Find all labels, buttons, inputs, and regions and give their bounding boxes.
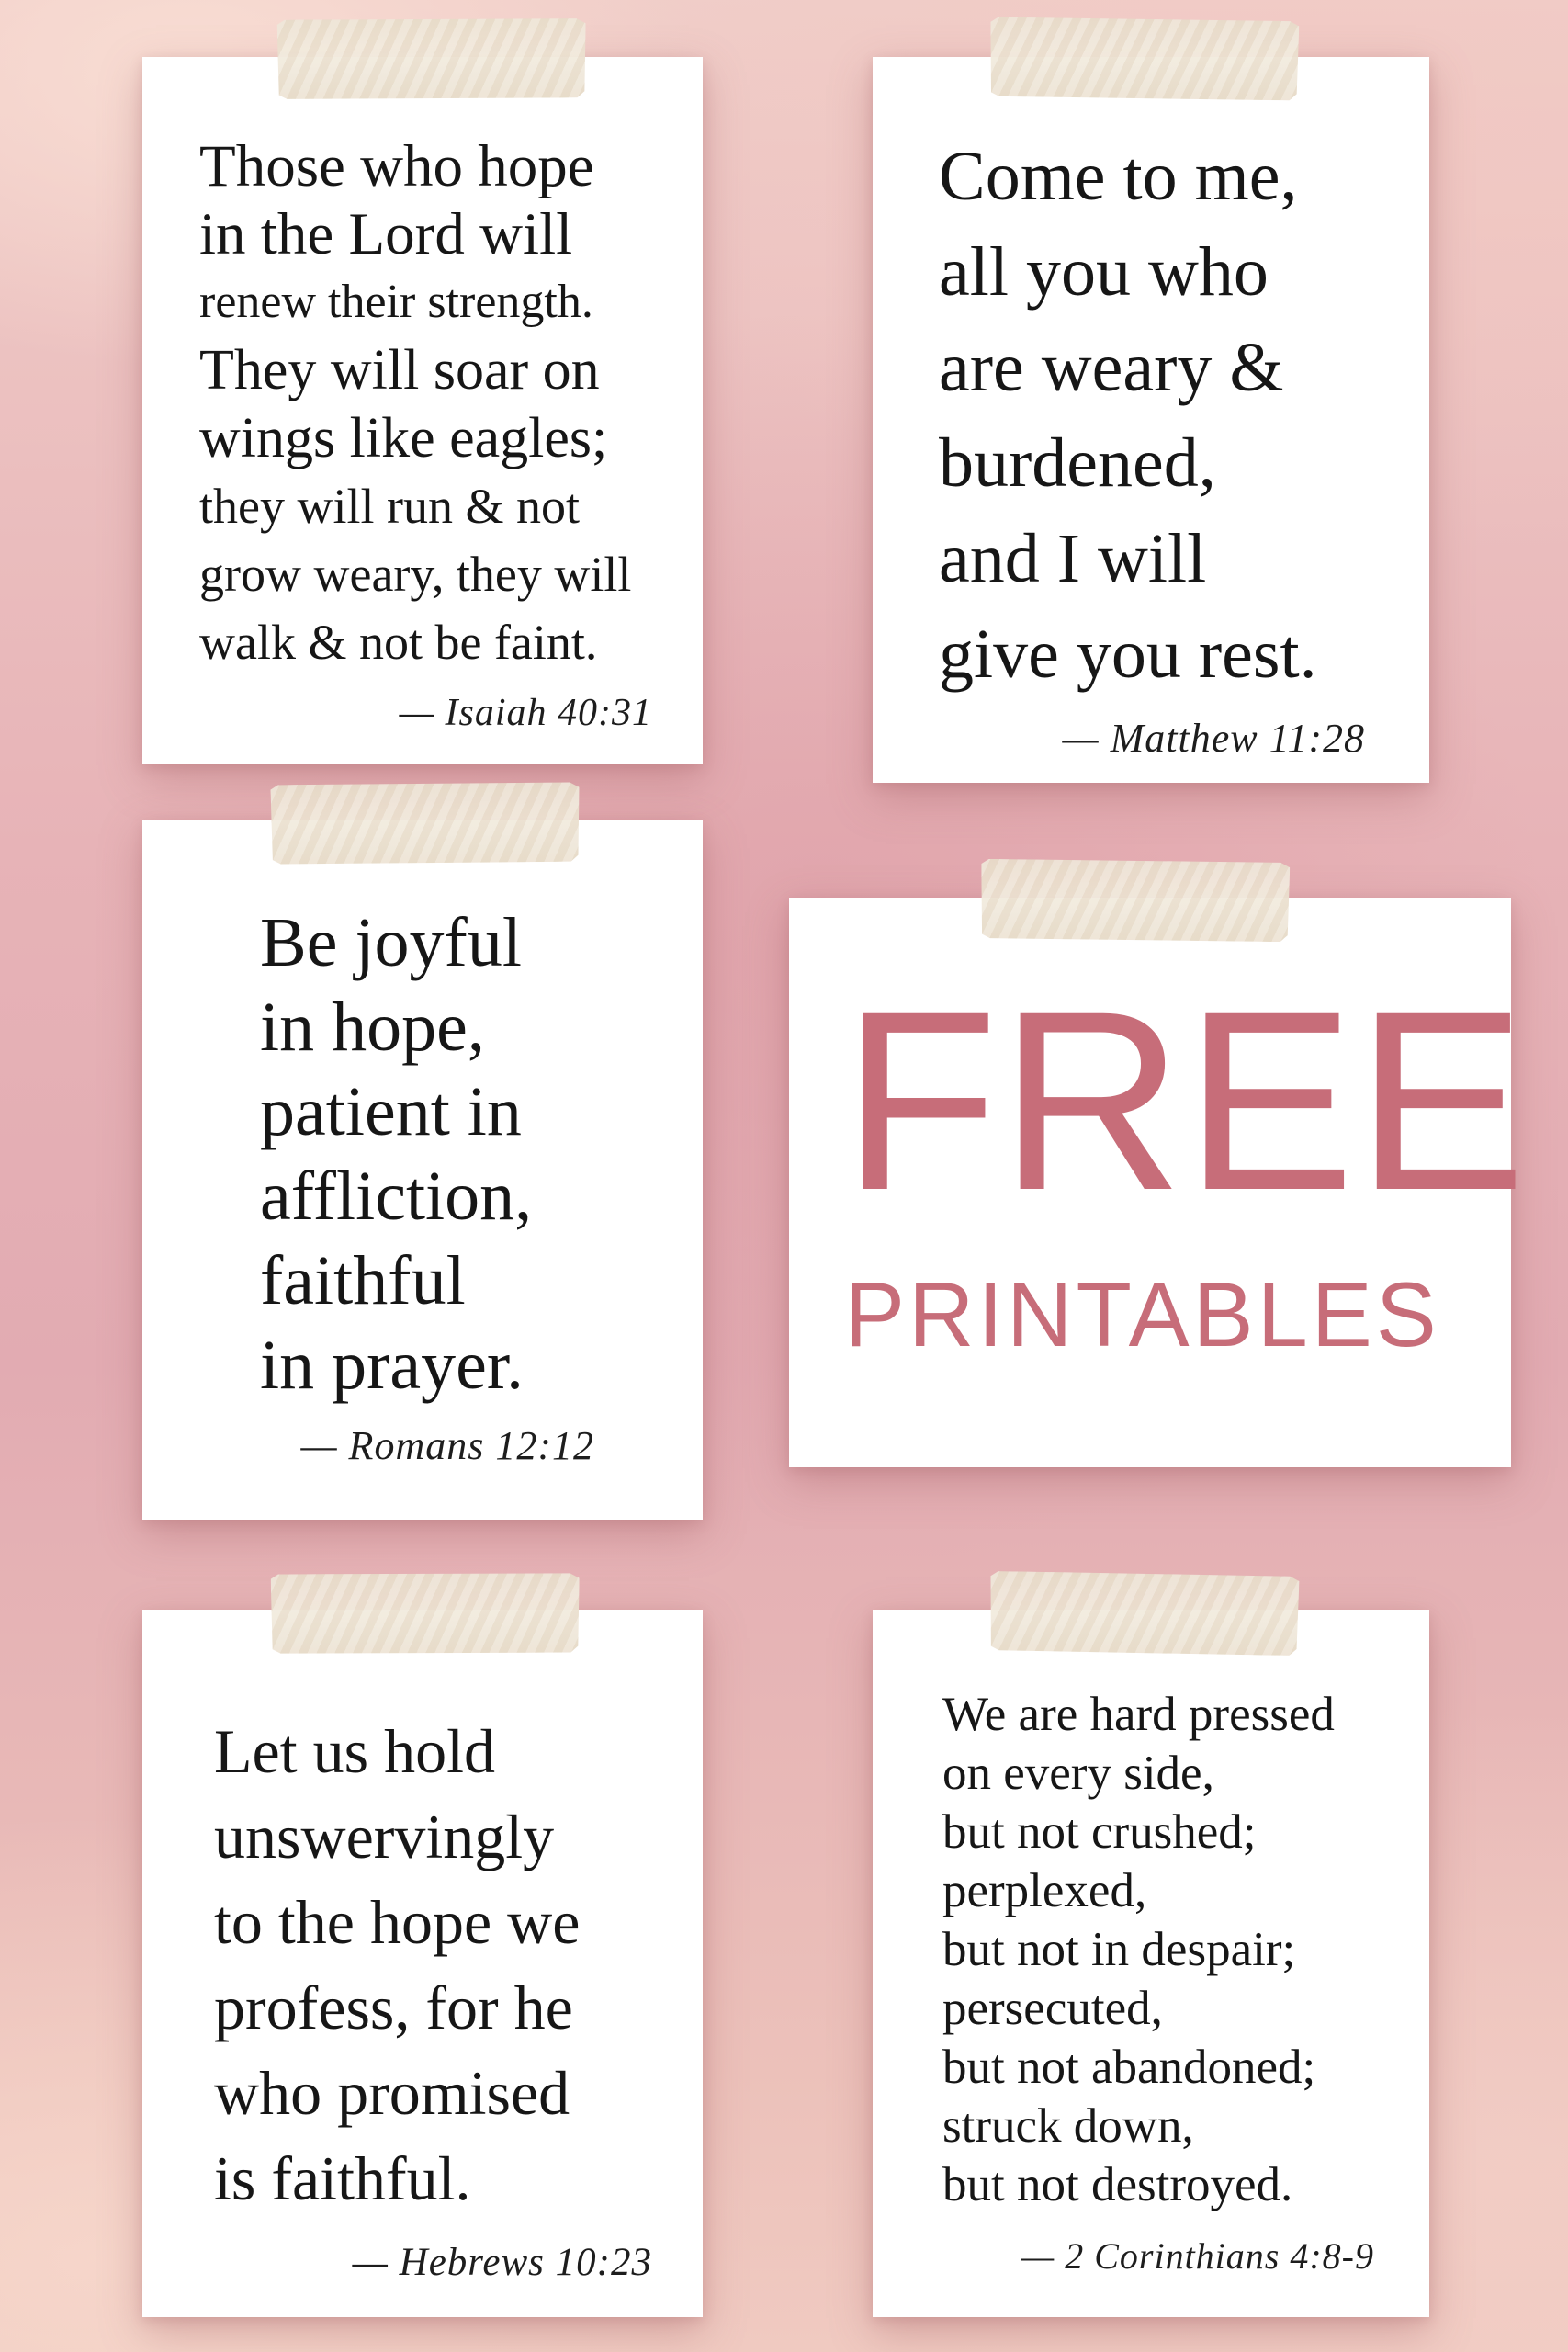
verse-line: faithful (260, 1242, 466, 1319)
verse-card-hebrews (142, 1610, 703, 2317)
free-subtitle: PRINTABLES (844, 1263, 1440, 1365)
verse-line: wings like eagles; (199, 407, 608, 469)
verse-line: on every side, (942, 1747, 1214, 1800)
verse-line: are weary & (939, 329, 1284, 406)
washi-tape-icon (981, 859, 1291, 942)
verse-line: Be joyful (260, 904, 522, 981)
verse-line: but not abandoned; (942, 2041, 1316, 2094)
verse-line: is faithful. (214, 2143, 471, 2213)
verse-line: to the hope we (214, 1887, 581, 1957)
washi-tape-icon (990, 17, 1300, 101)
washi-tape-icon (277, 17, 587, 101)
verse-line: We are hard pressed (942, 1688, 1335, 1741)
free-title: FREE (842, 957, 1528, 1243)
verse-text-matthew (873, 57, 1429, 702)
verse-line: but not crushed; (942, 1805, 1257, 1859)
verse-card-matthew (873, 57, 1429, 783)
verse-attribution: — Matthew 11:28 (1062, 716, 1365, 761)
verse-attribution: — Hebrews 10:23 (352, 2241, 652, 2284)
verse-line: renew their strength. (199, 276, 593, 328)
verse-card-corinthians (873, 1610, 1429, 2317)
verse-line: in the Lord will (199, 201, 573, 267)
verse-line: in hope, (260, 989, 485, 1066)
verse-line: give you rest. (939, 616, 1317, 693)
verse-line: perplexed, (942, 1864, 1147, 1917)
verse-line: profess, for he (214, 1973, 573, 2042)
verse-line: affliction, (260, 1158, 533, 1235)
verse-line: unswervingly (214, 1802, 555, 1871)
verse-line: they will run & not (199, 479, 580, 534)
verse-line: persecuted, (942, 1982, 1163, 2035)
washi-tape-icon (989, 1571, 1299, 1656)
verse-line: patient in (260, 1073, 522, 1150)
verse-attribution: — Romans 12:12 (300, 1423, 594, 1468)
washi-tape-icon (270, 781, 580, 866)
verse-text-corinthians (873, 1610, 1429, 2214)
verse-card-isaiah (142, 57, 703, 764)
verse-line: but not destroyed. (942, 2158, 1293, 2211)
verse-line: They will soar on (199, 339, 600, 401)
verse-line: Those who hope (199, 133, 594, 199)
verse-line: walk & not be faint. (199, 615, 598, 670)
verse-attribution: — 2 Corinthians 4:8-9 (1021, 2235, 1374, 2277)
verse-attribution: — Isaiah 40:31 (399, 692, 652, 734)
verse-line: grow weary, they will (199, 547, 632, 602)
washi-tape-icon (271, 1572, 581, 1656)
verse-card-romans (142, 820, 703, 1520)
verse-line: but not in despair; (942, 1923, 1296, 1976)
verse-line: all you who (939, 233, 1269, 311)
verse-line: Come to me, (939, 138, 1298, 215)
verse-line: in prayer. (260, 1327, 525, 1404)
free-printables-card (789, 898, 1528, 1467)
verse-line: Let us hold (214, 1716, 495, 1786)
verse-line: struck down, (942, 2099, 1194, 2153)
verse-line: burdened, (939, 424, 1216, 502)
verse-text-isaiah (142, 57, 703, 676)
verse-text-romans (142, 820, 703, 1408)
verse-line: who promised (214, 2058, 570, 2128)
verse-text-hebrews (142, 1610, 703, 2222)
verse-line: and I will (939, 520, 1207, 597)
